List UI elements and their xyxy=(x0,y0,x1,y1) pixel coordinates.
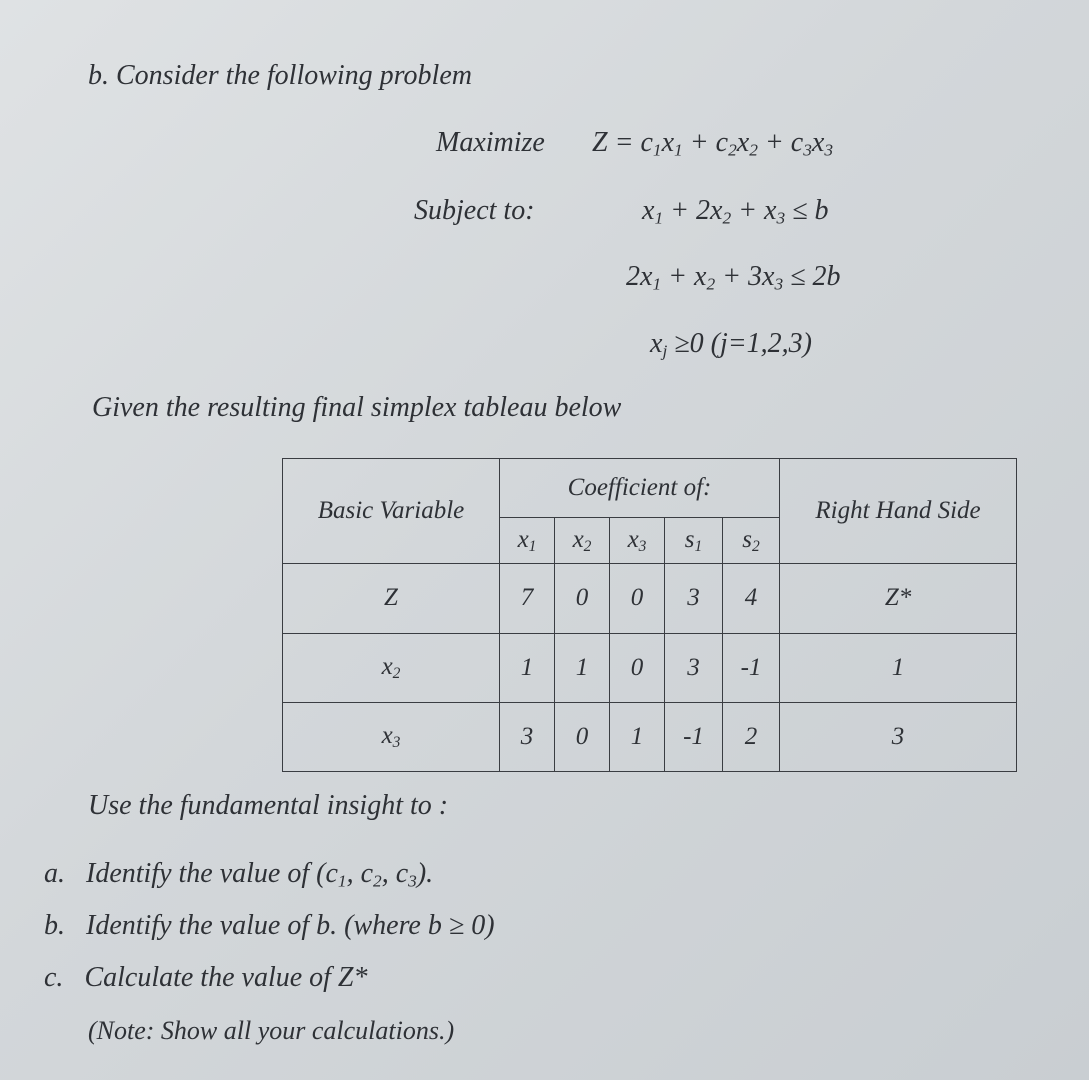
table-row xyxy=(283,564,1017,633)
insight-text: Use the fundamental insight to : xyxy=(88,790,449,821)
coef-cell: 7 xyxy=(500,564,555,633)
coef-cell: 3 xyxy=(665,633,723,702)
question-marker: a. xyxy=(44,858,65,889)
coef-cell: 3 xyxy=(500,702,555,771)
table-row xyxy=(283,633,1017,702)
nonnegativity-constraint: $x_j \ge 0$ (j=1,2,3) xyxy=(650,328,812,361)
coef-cell: 1 xyxy=(555,633,610,702)
basic-cell: $x_2$ xyxy=(283,633,500,702)
basic-cell: $x_3$ xyxy=(283,702,500,771)
coef-cell: 0 xyxy=(610,564,665,633)
coef-cell: 0 xyxy=(555,702,610,771)
coef-cell: 2 xyxy=(723,702,780,771)
rhs-cell: 3 xyxy=(780,702,1017,771)
problem-heading: b. Consider the following problem xyxy=(88,60,472,91)
rhs-cell: 1 xyxy=(780,633,1017,702)
coef-cell: 0 xyxy=(610,633,665,702)
constraint-2: $2x_1 + x_2 + 3x_3 \le 2b$ xyxy=(626,261,841,294)
coef-cell: -1 xyxy=(665,702,723,771)
objective-function: $Z = c_1x_1 + c_2x_2 + c_3x_3$ xyxy=(592,127,834,160)
rhs-header: Right Hand Side xyxy=(780,459,1017,564)
coef-cell: 3 xyxy=(665,564,723,633)
var-header-x2: $x_2$ xyxy=(555,517,610,563)
constraint-1: $x_1 + 2x_2 + x_3 \le b$ xyxy=(642,195,829,228)
simplex-tableau xyxy=(282,458,1017,772)
maximize-label: Maximize xyxy=(436,127,545,158)
question-b: b. Identify the value of b. (where b ≥ 0) xyxy=(44,910,495,941)
coef-cell: 0 xyxy=(555,564,610,633)
question-c: c. Calculate the value of Z* xyxy=(44,962,368,993)
var-header-x3: $x_3$ xyxy=(610,517,665,563)
var-header-s1: $s_1$ xyxy=(665,517,723,563)
coefficient-header: Coefficient of: xyxy=(500,459,780,518)
given-text: Given the resulting final simplex tableau below xyxy=(92,392,622,423)
question-marker: b. xyxy=(44,910,65,941)
coef-cell: 1 xyxy=(610,702,665,771)
var-header-x1: $x_1$ xyxy=(500,517,555,563)
coef-cell: 4 xyxy=(723,564,780,633)
coef-cell: -1 xyxy=(723,633,780,702)
basic-cell: Z xyxy=(283,564,500,633)
question-marker: c. xyxy=(44,962,64,993)
question-a: a. Identify the value of ($c_1$, $c_2$, $c_3$). xyxy=(44,858,434,891)
rhs-cell: Z* xyxy=(780,564,1017,633)
basic-variable-header: Basic Variable xyxy=(283,459,500,564)
coef-cell: 1 xyxy=(500,633,555,702)
note-text: (Note: Show all your calculations.) xyxy=(88,1016,455,1045)
subject-to-label: Subject to: xyxy=(414,195,535,226)
var-header-s2: $s_2$ xyxy=(723,517,780,563)
table-row xyxy=(283,702,1017,771)
